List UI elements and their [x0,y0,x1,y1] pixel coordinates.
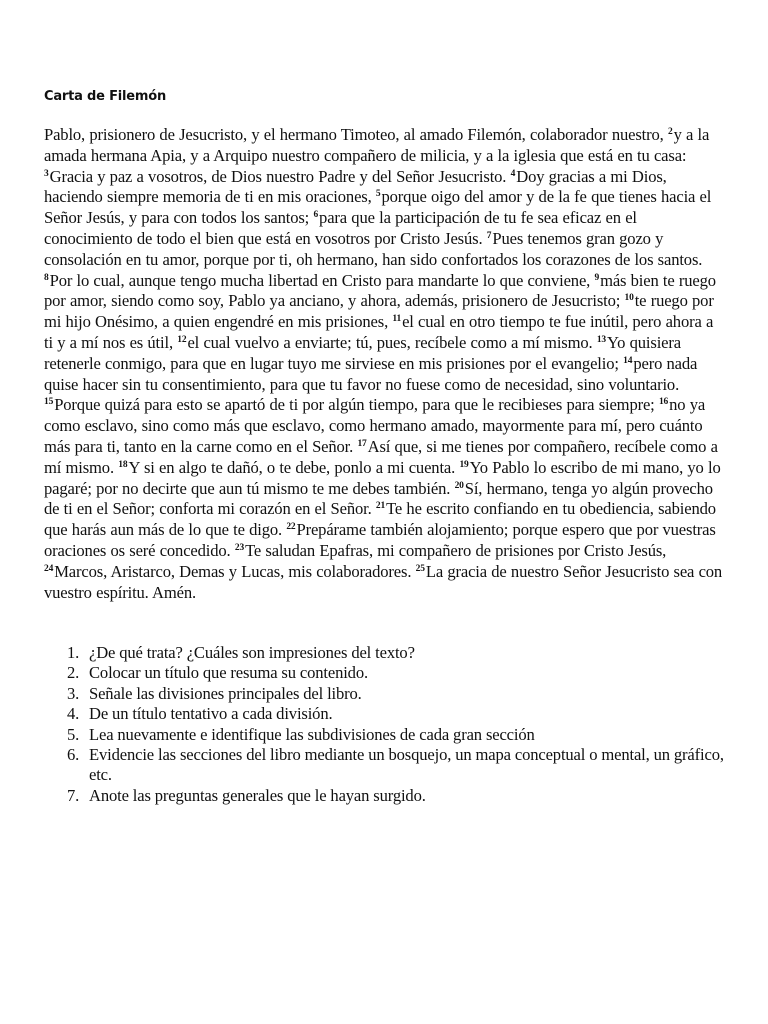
question-item [44,643,726,663]
question-item [44,684,726,704]
verse-number: 14 [623,355,633,366]
question-item [44,663,726,683]
verse-number: 12 [177,334,187,345]
verse-text: Pues tenemos gran gozo y consolación en tu amor, porque por ti, oh hermano, han sido confortados los corazones de los santos. [44,228,703,269]
verse-text: el cual vuelvo a enviarte; tú, pues, recíbele como a mí mismo. [187,332,593,352]
verse-number: 6 [313,210,319,221]
verse-number: 9 [594,272,600,283]
verse-number: 7 [486,230,492,241]
scripture-text [44,125,726,603]
verse-number: 24 [44,563,54,574]
verse-number: 8 [44,272,49,283]
question-item [44,745,726,786]
verse-text: Prepárame también alojamiento; porque espero que por vuestras oraciones os seré concedido. [44,520,716,560]
question-text: Colocar un título que resuma su contenido. [89,663,368,683]
verse-text: para que la participación de tu fe sea eficaz en el conocimiento de todo el bien que está en vosotros por Cristo Jesús. [44,208,637,248]
verse-text: Porque quizá para esto se apartó de ti por algún tiempo, para que le recibieses para siempre; [54,395,655,415]
verse-number: 16 [658,397,669,408]
verse-number: 22 [286,522,296,533]
question-number: 4. [67,704,80,724]
verse-text: Sí, hermano, tenga yo algún provecho de ti en el Señor; conforta mi corazón en el Señor. [44,478,713,519]
verse-text: más bien te ruego por amor, siendo como soy, Pablo ya anciano, y ahora, además, prisionero de Jesucristo; [44,270,716,311]
verse-number: 20 [454,480,464,491]
verse-number: 15 [44,397,54,408]
question-item [44,704,726,724]
verse-text: Gracia y paz a vosotros, de Dios nuestro Padre y del Señor Jesucristo. [49,166,507,186]
verse-text: Pablo, prisionero de Jesucristo, y el hermano Timoteo, al amado Filemón, colaborador nuestro, [44,125,664,144]
verse-number: 19 [459,459,469,470]
verse-text: Por lo cual, aunque tengo mucha libertad en Cristo para mandarte lo que conviene, [49,270,591,290]
question-number: 1. [67,643,80,662]
verse-text: y a la amada hermana Apia, y a Arquipo nuestro compañero de milicia, y a la iglesia que está en tu casa: [44,125,710,165]
question-text: Anote las preguntas generales que le hayan surgido. [89,785,426,805]
verse-text: no ya como esclavo, sino como más que esclavo, como hermano amado, mayormente para mí, pero cuánto más para ti, tanto en la carne como en el Señor. [44,395,706,456]
verse-text: pero nada quise hacer sin tu consentimiento, para que tu favor no fuese como de necesidad, sino voluntario. [44,353,698,394]
verse-number: 2 [667,127,673,137]
verse-number: 11 [392,314,402,325]
question-text: De un título tentativo a cada división. [89,704,333,724]
verse-text: porque oigo del amor y de la fe que tienes hacia el Señor Jesús, y para con todos los santos; [44,187,712,228]
question-text: Lea nuevamente e identifique las subdivisiones de cada gran sección [89,724,535,744]
verse-number: 18 [118,459,128,470]
question-text: Señale las divisiones principales del libro. [89,683,362,703]
question-number: 3. [67,683,80,703]
question-text: ¿De qué trata? ¿Cuáles son impresiones del texto? [89,643,415,662]
verse-number: 21 [375,501,386,512]
question-number: 2. [67,663,80,683]
verse-text: Te saludan Epafras, mi compañero de prisiones por Cristo Jesús, [245,540,667,560]
verse-number: 10 [624,293,634,304]
verse-text: Marcos, Aristarco, Demas y Lucas, mis colaboradores. [54,561,412,581]
question-item [44,725,726,745]
verse-number: 13 [596,334,607,345]
verse-text: te ruego por mi hijo Onésimo, a quien engendré en mis prisiones, [44,291,714,332]
question-number: 6. [67,745,80,765]
verse-text: Así que, si me tienes por compañero, recíbele como a mí mismo. [44,436,718,477]
verse-number: 4 [510,168,516,179]
verse-text: Doy gracias a mi Dios, haciendo siempre memoria de ti en mis oraciones, [44,166,667,207]
question-number: 7. [67,785,80,805]
verse-number: 5 [375,189,381,200]
verse-text: el cual en otro tiempo te fue inútil, pero ahora a ti y a mí nos es útil, [44,312,714,352]
question-item [44,786,726,806]
verse-text: Yo quisiera retenerle conmigo, para que en lugar tuyo me sirviese en mis prisiones por el evangelio; [44,332,681,373]
verse-number: 17 [357,438,367,449]
verse-text: La gracia de nuestro Señor Jesucristo sea con vuestro espíritu. Amén. [44,561,723,602]
verse-number: 3 [44,168,49,179]
study-questions-list [44,643,726,806]
document-title: Carta de Filemón [44,89,167,104]
question-text: Evidencie las secciones del libro mediante un bosquejo, un mapa conceptual o mental, un gráfico, etc. [89,745,724,785]
verse-number: 25 [415,563,425,574]
verse-text: Te he escrito confiando en tu obediencia, sabiendo que harás aun más de lo que te digo. [44,499,716,540]
verse-text: Yo Pablo lo escribo de mi mano, yo lo pagaré; por no decirte que aun tú mismo te me debes también. [44,457,721,498]
question-number: 5. [67,724,80,744]
verse-number: 23 [234,542,245,553]
verse-text: Y si en algo te dañó, o te debe, ponlo a mi cuenta. [128,457,456,477]
